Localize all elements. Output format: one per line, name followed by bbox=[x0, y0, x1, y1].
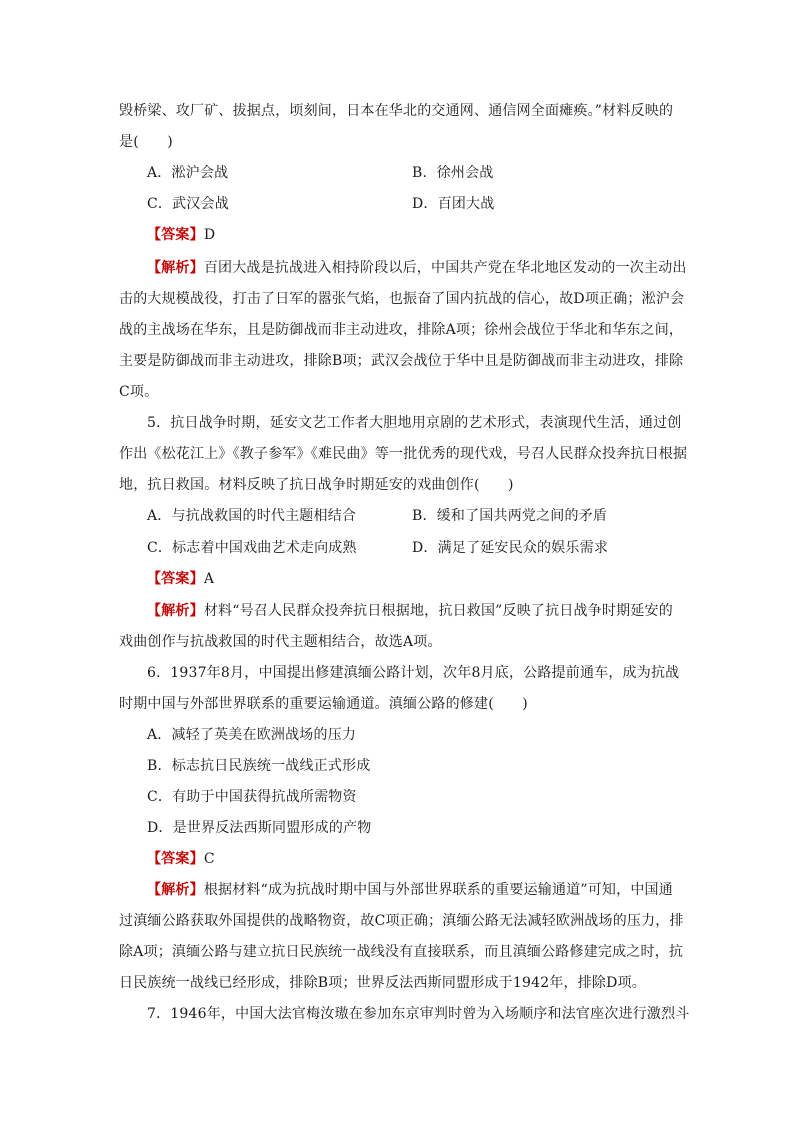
analysis-text: 材料“号召人民群众投奔抗日根据地，抗日救国”反映了抗日战争时期延安的 bbox=[203, 603, 673, 619]
answer-value: D bbox=[203, 227, 216, 243]
q6-option-a: A．减轻了英美在欧洲战场的压力 bbox=[147, 727, 357, 743]
answer-tag: 【答案】 bbox=[147, 571, 204, 587]
q6-analysis-line-4: 日民族统一战线已经形成，排除B项；世界反法西斯同盟形成于1942年，排除D项。 bbox=[119, 975, 646, 991]
analysis-text: 百团大战是抗战进入相持阶段以后，中国共产党在华北地区发动的一次主动出 bbox=[203, 260, 687, 276]
q5-option-a: A．与抗战救国的时代主题相结合 bbox=[147, 508, 357, 524]
q5-stem-line-3: 地，抗日救国。材料反映了抗日战争时期延安的戏曲创作( ) bbox=[119, 477, 514, 493]
q5-option-c: C．标志着中国戏曲艺术走向成熟 bbox=[147, 540, 357, 556]
q5-answer bbox=[147, 569, 707, 589]
q6-answer bbox=[147, 849, 707, 869]
analysis-tag: 【解析】 bbox=[147, 882, 204, 898]
analysis-text: 根据材料“成为抗战时期中国与外部世界联系的重要运输通道”可知，中国通 bbox=[203, 882, 673, 898]
answer-value: A bbox=[203, 571, 215, 587]
q6-stem-line-2: 时期中国与外部世界联系的重要运输通道。滇缅公路的修建( ) bbox=[119, 696, 528, 712]
q4-option-d: D．百团大战 bbox=[412, 196, 495, 212]
analysis-tag: 【解析】 bbox=[147, 603, 204, 619]
q4-analysis-line-1 bbox=[147, 258, 707, 278]
answer-tag: 【答案】 bbox=[147, 851, 204, 867]
analysis-tag: 【解析】 bbox=[147, 260, 204, 276]
q5-option-d: D．满足了延安民众的娱乐需求 bbox=[412, 540, 609, 556]
q6-option-b: B．标志抗日民族统一战线正式形成 bbox=[147, 758, 371, 774]
q4-analysis-line-2: 击的大规模战役，打击了日军的嚣张气焰，也振奋了国内抗战的信心，故D项正确；淞沪会 bbox=[119, 291, 685, 307]
q5-stem-line-2: 作出《松花江上》《教子参军》《难民曲》等一批优秀的现代戏，号召人民群众投奔抗日根据 bbox=[119, 446, 688, 462]
q6-analysis-line-3: 除A项；滇缅公路与建立抗日民族统一战线没有直接联系，而且滇缅公路修建完成之时，抗 bbox=[119, 944, 684, 960]
q4-answer bbox=[147, 225, 707, 245]
q4-stem-line-2: 是( ) bbox=[119, 134, 173, 150]
q4-option-a: A．淞沪会战 bbox=[147, 165, 229, 181]
q4-stem-line-1: 毁桥梁、攻厂矿、拔据点，顷刻间，日本在华北的交通网、通信网全面瘫痪。”材料反映的 bbox=[119, 103, 674, 119]
q6-stem-line-1: 6．1937年8月，中国提出修建滇缅公路计划，次年8月底，公路提前通车，成为抗战 bbox=[147, 665, 680, 681]
q5-option-b: B．缓和了国共两党之间的矛盾 bbox=[412, 508, 608, 524]
answer-value: C bbox=[203, 851, 215, 867]
q4-option-b: B．徐州会战 bbox=[412, 165, 494, 181]
q4-analysis-line-3: 战的主战场在华东，且是防御战而非主动进攻，排除A项；徐州会战位于华北和华东之间， bbox=[119, 322, 684, 338]
q6-option-c: C．有助于中国获得抗战所需物资 bbox=[147, 789, 357, 805]
q6-analysis-line-2: 过滇缅公路获取外国提供的战略物资，故C项正确；滇缅公路无法减轻欧洲战场的压力，排 bbox=[119, 913, 684, 929]
q4-analysis-line-4: 主要是防御战而非主动进攻，排除B项；武汉会战位于华中且是防御战而非主动进攻，排除 bbox=[119, 353, 684, 369]
q7-stem-line-1: 7．1946年，中国大法官梅汝璈在参加东京审判时曾为入场顺序和法官座次进行激烈斗 bbox=[147, 1006, 690, 1022]
answer-tag: 【答案】 bbox=[147, 227, 204, 243]
q5-stem-line-1: 5．抗日战争时期，延安文艺工作者大胆地用京剧的艺术形式，表演现代生活，通过创 bbox=[147, 415, 682, 431]
q4-option-c: C．武汉会战 bbox=[147, 196, 229, 212]
q6-option-d: D．是世界反法西斯同盟形成的产物 bbox=[147, 820, 372, 836]
q4-analysis-line-5: C项。 bbox=[119, 384, 159, 400]
q5-analysis-line-2: 戏曲创作与抗战救国的时代主题相结合，故选A项。 bbox=[119, 634, 442, 650]
q6-analysis-line-1 bbox=[147, 880, 707, 900]
q5-analysis-line-1 bbox=[147, 601, 707, 621]
